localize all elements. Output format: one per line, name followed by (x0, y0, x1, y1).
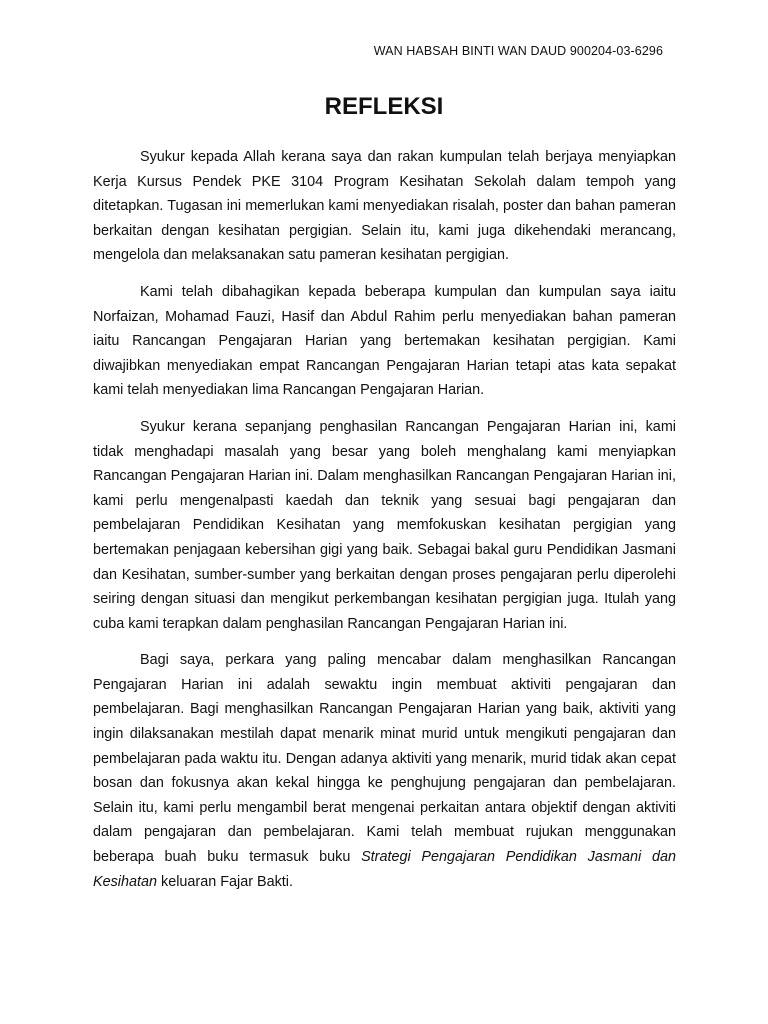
author-header: WAN HABSAH BINTI WAN DAUD 900204-03-6296 (373, 44, 663, 58)
paragraph-2: Kami telah dibahagikan kepada beberapa kumpulan dan kumpulan saya iaitu Norfaizan, Mohamad Fauzi, Hasif dan Abdul Rahim perlu menyediakan bahan pameran iaitu Rancangan Pengajaran Harian yang bertemakan kesihatan pergigian. Kami diwajibkan menyediakan empat Rancangan Pengajaran Harian tetapi atas kata sepakat kami telah menyediakan lima Rancangan Pengajaran Harian. (93, 283, 676, 399)
page-title: REFLEKSI (324, 93, 444, 120)
paragraph-4-text-after: keluaran Fajar Bakti. (157, 873, 293, 890)
paragraph-4-text-before: Bagi saya, perkara yang paling mencabar dalam menghasilkan Rancangan Pengajaran Harian ini adalah sewaktu ingin membuat aktiviti pengajaran dan pembelajaran. Bagi menghasilkan Rancangan Pengajaran Harian yang baik, aktiviti yang ingin dilaksanakan mestilah dapat menarik minat murid untuk mengikuti pengajaran dan pembelajaran pada waktu itu. Dengan adanya aktiviti yang menarik, murid tidak akan cepat bosan dan fokusnya akan kekal hingga ke penghujung pengajaran dan pembelajaran. Selain itu, kami perlu mengambil berat mengenai perkaitan antara objektif dengan aktiviti dalam pengajaran dan pembelajaran. Kami telah membuat rujukan menggunakan beberapa buah buku termasuk buku (93, 652, 676, 866)
book-title: Strategi Pengajaran Pendidikan Jasmani dan Kesihatan (93, 849, 676, 890)
paragraph-3: Syukur kerana sepanjang penghasilan Rancangan Pengajaran Harian ini, kami tidak menghadapi masalah yang besar yang boleh menghalang kami menyiapkan Rancangan Pengajaran Harian ini. Dalam menghasilkan Rancangan Pengajaran Harian ini, kami perlu mengenalpasti kaedah dan teknik yang sesuai bagi pengajaran dan pembelajaran Pendidikan Kesihatan yang memfokuskan kesihatan pergigian yang bertemakan penjagaan kebersihan gigi yang baik. Sebagai bakal guru Pendidikan Jasmani dan Kesihatan, sumber-sumber yang berkaitan dengan proses pengajaran perlu diperolehi seiring dengan situasi dan mengikut perkembangan kesihatan pergigian juga. Itulah yang cuba kami terapkan dalam penghasilan Rancangan Pengajaran Harian ini. (93, 418, 676, 632)
paragraph-4 (93, 648, 676, 894)
paragraph-1: Syukur kepada Allah kerana saya dan rakan kumpulan telah berjaya menyiapkan Kerja Kursus Pendek PKE 3104 Program Kesihatan Sekolah dalam tempoh yang ditetapkan. Tugasan ini memerlukan kami menyediakan risalah, poster dan bahan pameran berkaitan dengan kesihatan pergigian. Selain itu, kami juga dikehendaki merancang, mengelola dan melaksanakan satu pameran kesihatan pergigian. (93, 149, 676, 264)
document-body (93, 145, 676, 906)
